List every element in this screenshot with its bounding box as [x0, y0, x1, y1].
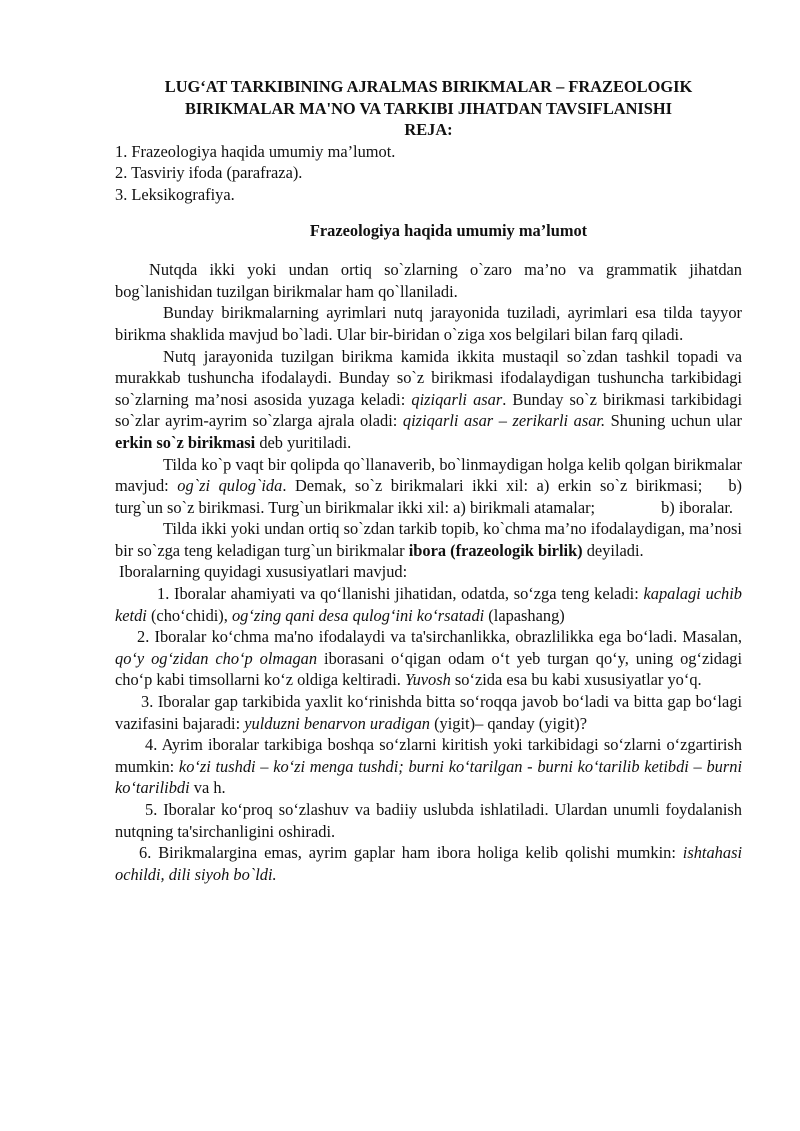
example-italic: qo‘y og‘zidan cho‘p olmagan: [115, 648, 318, 668]
paragraph-4: Tilda ko`p vaqt bir qolipda qo`llanaverib, bo`linmaydigan holga kelib qolgan birikmalar mavjud: og`zi qulog`ida. Demak, so`z birikmalari ikki xil: a) erkin so`z birikmasi; b) turg`un so`z birikmasi. Turg`un birikmalar ikki xil: a) birikmali atamalar; b) iboralar.: [115, 454, 742, 517]
paragraph-2: Bunday birikmalarning ayrimlari nutq jarayonida tuziladi, ayrimlari esa tilda tayyor birikma shaklida mavjud bo`ladi. Ular bir-biridan o`ziga xos belgilari bilan farq qiladi.: [115, 303, 742, 344]
paragraph-5: Tilda ikki yoki undan ortiq so`zdan tarkib topib, ko`chma ma’no ifodalaydigan, ma’nosi bir so`zga teng keladigan turg`un birikmalar ibora (frazeologik birlik) deyiladi.: [115, 519, 742, 560]
feature-2: 2. Iboralar ko‘chma ma'no ifodalaydi va ta'sirchanlikka, obrazlilikka ega bo‘ladi. Masalan, qo‘y og‘zidan cho‘p olmagan iborasani o‘qigan odam o‘t yeb turgan qo‘y, uning og‘zidagi cho‘p kabi timsollarni ko‘z oldiga keltiradi. Yuvosh so‘zida esa bu kabi xususiyatlar yo‘q.: [115, 627, 742, 690]
feature-1: 1. Iboralar ahamiyati va qo‘llanishi jihatidan, odatda, so‘zga teng keladi: kapalagi uchib ketdi (cho‘chidi), og‘zing qani desa qulog‘ini ko‘rsatadi (lapashang): [115, 584, 743, 625]
feature-5: 5. Iboralar ko‘proq so‘zlashuv va badiiy uslubda ishlatiladi. Ulardan unumli foydalanish nutqning ta'sirchanligini oshiradi.: [115, 800, 742, 841]
example-italic: og`zi qulog`ida: [177, 476, 283, 496]
example-italic: Yuvosh: [404, 670, 451, 690]
example-italic: qiziqarli asar – zerikarli asar.: [402, 411, 606, 431]
document-page: [115, 76, 742, 885]
term-bold: ibora (frazeologik birlik): [408, 540, 583, 560]
example-italic: ko‘zi tushdi – ko‘zi menga tushdi; burni ko‘tarilgan - burni ko‘tarilib ketibdi – burni ko‘tarilibdi: [115, 756, 742, 798]
title-line-2: BIRIKMALAR MA'NO VA TARKIBI JIHATDAN TAVSIFLANISHI: [184, 98, 673, 118]
title-line-1: LUG‘AT TARKIBINING AJRALMAS BIRIKMALAR – FRAZEOLOGIK: [164, 77, 693, 96]
feature-6: 6. Birikmalargina emas, ayrim gaplar ham ibora holiga kelib qolishi mumkin: ishtahasi ochildi, dili siyoh bo`ldi.: [115, 843, 742, 884]
paragraph-3: Nutq jarayonida tuzilgan birikma kamida ikkita mustaqil so`zdan tashkil topadi va murakkab tushuncha ifodalaydi. Bunday so`z birikmasi ifodalaydigan tushuncha tarkibidagi so`zlarning ma’nosi asosida yuzaga keladi: qiziqarli asar. Bunday so`z birikmasi tarkibidagi so`zlar ayrim-ayrim so`zlarga ajrala oladi: qiziqarli asar – zerikarli asar. Shuning uchun ular erkin so`z birikmasi deb yuritiladi.: [115, 346, 742, 452]
term-bold: erkin so`z birikmasi: [115, 432, 256, 452]
paragraph-1: Nutqda ikki yoki undan ortiq so`zlarning o`zaro ma’no va grammatik jihatdan bog`lanishidan tuzilgan birikmalar ham qo`llaniladi.: [115, 260, 742, 301]
paragraph-6: Iboralarning quyidagi xususiyatlari mavjud:: [119, 562, 408, 582]
example-italic: yulduzni benarvon uradigan: [244, 713, 430, 733]
plan-list: [115, 141, 742, 206]
section-title: Frazeologiya haqida umumiy ma’lumot: [309, 220, 588, 240]
feature-3: 3. Iboralar gap tarkibida yaxlit ko‘rinishda bitta so‘roqqa javob bo‘ladi va bitta gap bo‘lagi vazifasini bajaradi: yulduzni benarvon uradigan (yigit)– qanday (yigit)?: [115, 692, 742, 733]
example-italic: ishtahasi ochildi, dili siyoh bo`ldi.: [115, 843, 742, 884]
plan-heading: REJA:: [404, 120, 453, 140]
example-italic: kapalagi uchib ketdi: [115, 584, 743, 625]
example-italic: qiziqarli asar: [411, 389, 503, 409]
example-italic: og‘zing qani desa qulog‘ini ko‘rsatadi: [231, 605, 485, 625]
plan-item-1: 1. Frazeologiya haqida umumiy ma’lumot.: [115, 141, 396, 161]
plan-item-3: 3. Leksikografiya.: [115, 184, 235, 204]
feature-4: 4. Ayrim iboralar tarkibiga boshqa so‘zlarni kiritish yoki tarkibidagi so‘zlarni o‘zgartirish mumkin: ko‘zi tushdi – ko‘zi menga tushdi; burni ko‘tarilgan - burni ko‘tarilib ketibdi – burni ko‘tarilibdi va h.: [115, 735, 742, 798]
plan-item-2: 2. Tasviriy ifoda (parafraza).: [115, 163, 303, 183]
document-title: [115, 76, 742, 141]
